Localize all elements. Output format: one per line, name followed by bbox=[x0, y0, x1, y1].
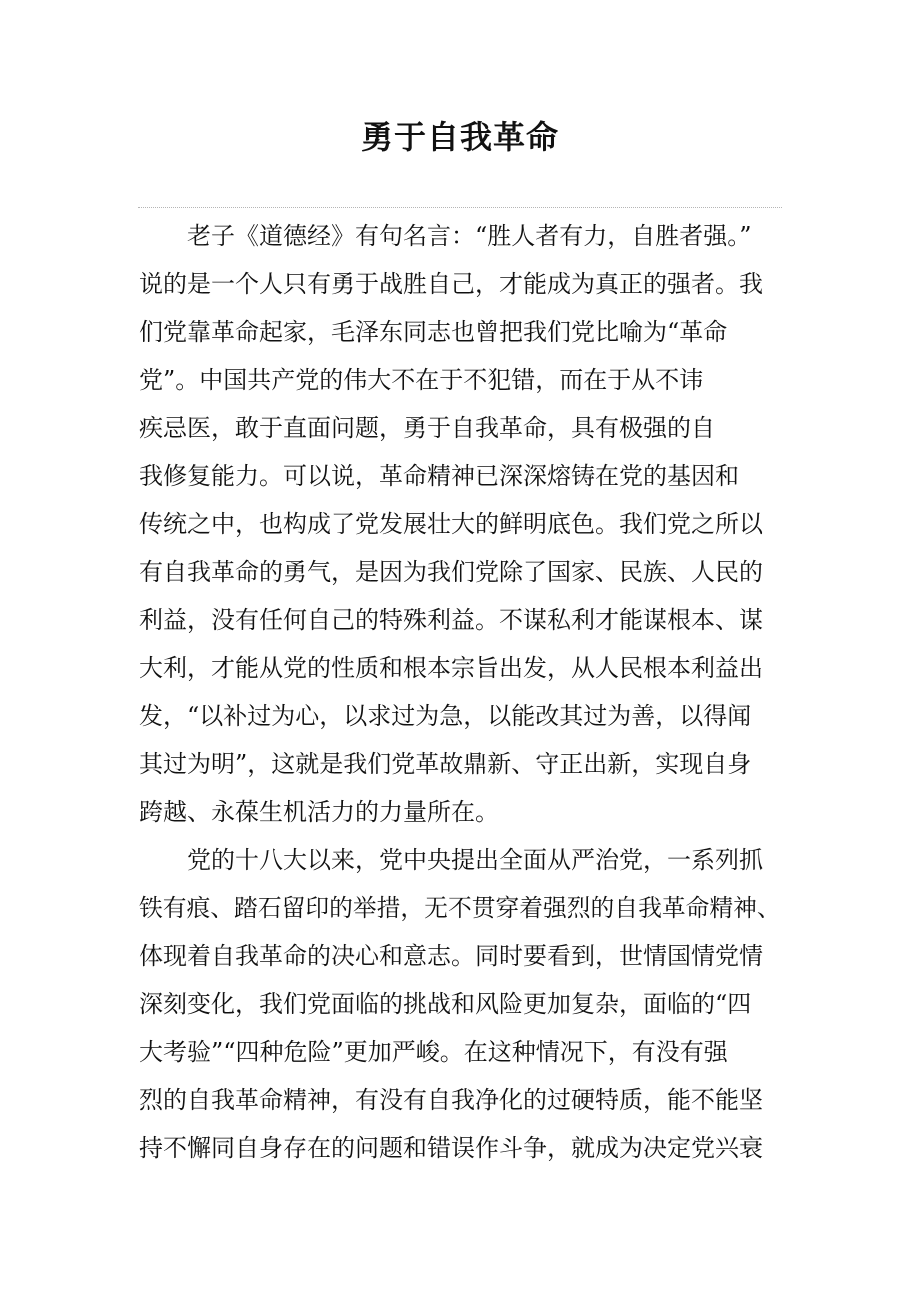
body-line: 利益，没有任何自己的特殊利益。不谋私利才能谋根本、谋 bbox=[139, 606, 763, 634]
body-line: 党的十八大以来，党中央提出全面从严治党，一系列抓 bbox=[139, 846, 763, 874]
body-line: 党”。中国共产党的伟大不在于不犯错，而在于从不讳 bbox=[139, 366, 704, 394]
document-title: 勇于自我革命 bbox=[360, 118, 559, 156]
body-line: 持不懈同自身存在的问题和错误作斗争，就成为决定党兴衰 bbox=[139, 1134, 763, 1162]
body-line: 烈的自我革命精神，有没有自我净化的过硬特质，能不能坚 bbox=[139, 1086, 763, 1114]
body-line: 铁有痕、踏石留印的举措，无不贯穿着强烈的自我革命精神、 bbox=[139, 894, 781, 922]
body-line: 发，“以补过为心，以求过为急，以能改其过为善，以得闻 bbox=[139, 702, 752, 730]
body-line: 有自我革命的勇气，是因为我们党除了国家、民族、人民的 bbox=[139, 558, 763, 586]
body-line: 说的是一个人只有勇于战胜自己，才能成为真正的强者。我 bbox=[139, 270, 763, 298]
body-line: 们党靠革命起家，毛泽东同志也曾把我们党比喻为“革命 bbox=[139, 318, 728, 346]
body-line: 大考验”“四种危险”更加严峻。在这种情况下，有没有强 bbox=[139, 1038, 728, 1066]
body-line: 体现着自我革命的决心和意志。同时要看到，世情国情党情 bbox=[139, 942, 763, 970]
body-line: 传统之中，也构成了党发展壮大的鲜明底色。我们党之所以 bbox=[139, 510, 763, 538]
body-line: 其过为明”，这就是我们党革故鼎新、守正出新，实现自身 bbox=[139, 750, 752, 778]
title-divider bbox=[138, 207, 782, 208]
body-line: 老子《道德经》有句名言：“胜人者有力，自胜者强。” bbox=[139, 222, 752, 250]
body-line: 疾忌医，敢于直面问题，勇于自我革命，具有极强的自 bbox=[139, 414, 715, 442]
body-line: 我修复能力。可以说，革命精神已深深熔铸在党的基因和 bbox=[139, 462, 739, 490]
body-line: 深刻变化，我们党面临的挑战和风险更加复杂，面临的“四 bbox=[139, 990, 752, 1018]
body-line: 跨越、永葆生机活力的力量所在。 bbox=[139, 798, 499, 826]
body-line: 大利，才能从党的性质和根本宗旨出发，从人民根本利益出 bbox=[139, 654, 763, 682]
